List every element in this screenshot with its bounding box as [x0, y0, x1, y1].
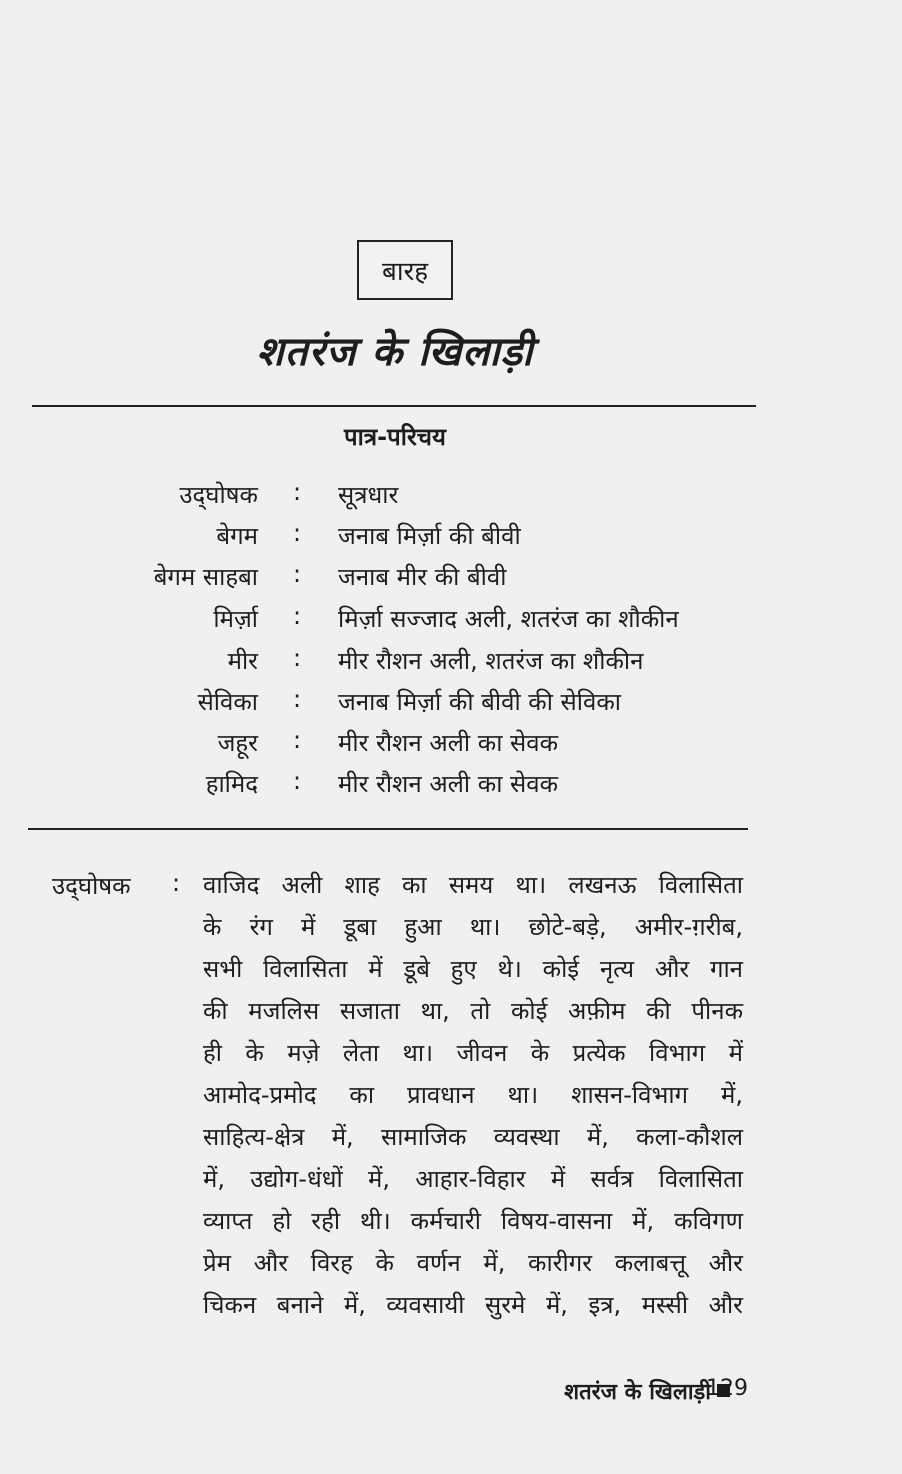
- cast-row: [0, 560, 902, 600]
- speech-line: की मजलिस सजाता था, तो कोई अफ़ीम की पीनक: [203, 997, 743, 1025]
- cast-separator: :: [293, 560, 302, 588]
- cast-separator: :: [293, 519, 302, 547]
- speech-line: साहित्य-क्षेत्र में, सामाजिक व्यवस्था में, कला-कौशल: [203, 1123, 743, 1151]
- cast-description: मिर्ज़ा सज्जाद अली, शतरंज का शौकीन: [338, 605, 679, 633]
- cast-description: सूत्रधार: [338, 481, 399, 509]
- cast-description: मीर रौशन अली का सेवक: [338, 729, 559, 757]
- speech-line: व्याप्त हो रही थी। कर्मचारी विषय-वासना में, कविगण: [203, 1207, 743, 1235]
- speech-line: के रंग में डूबा हुआ था। छोटे-बड़े, अमीर-ग़रीब,: [203, 913, 743, 941]
- speaker-name: उद्‌घोषक: [52, 872, 131, 900]
- cast-role: हामिद: [205, 770, 258, 798]
- cast-description: मीर रौशन अली, शतरंज का शौकीन: [338, 647, 644, 675]
- chapter-number-box: [357, 240, 453, 300]
- speech-line: चिकन बनाने में, व्यवसायी सुरमे में, इत्र, मस्सी और: [203, 1291, 743, 1319]
- cast-role: मिर्ज़ा: [213, 605, 258, 633]
- cast-role: उद्‌घोषक: [179, 481, 258, 509]
- cast-row: [0, 685, 902, 725]
- running-title: शतरंज के खिलाड़ी: [564, 1380, 711, 1405]
- bottom-divider: [28, 828, 748, 830]
- cast-heading: पात्र-परिचय: [344, 423, 446, 451]
- speech-line: ही के मज़े लेता था। जीवन के प्रत्येक विभाग में: [203, 1039, 743, 1067]
- cast-role: बेगम: [216, 522, 258, 550]
- cast-separator: :: [293, 644, 302, 672]
- cast-row: [0, 726, 902, 766]
- cast-separator: :: [293, 685, 302, 713]
- cast-description: मीर रौशन अली का सेवक: [338, 770, 559, 798]
- speech-line: प्रेम और विरह के वर्णन में, कारीगर कलाबत्तू और: [203, 1249, 743, 1277]
- speech-line: वाजिद अली शाह का समय था। लखनऊ विलासिता: [203, 871, 743, 899]
- speech-line: आमोद-प्रमोद का प्रावधान था। शासन-विभाग में,: [203, 1081, 743, 1109]
- cast-row: [0, 644, 902, 684]
- cast-role: जहूर: [217, 729, 258, 757]
- cast-separator: :: [293, 478, 302, 506]
- cast-separator: :: [293, 602, 302, 630]
- cast-separator: :: [293, 726, 302, 754]
- speech-line: में, उद्योग-धंधों में, आहार-विहार में सर्वत्र विलासिता: [203, 1165, 743, 1193]
- cast-separator: :: [293, 767, 302, 795]
- cast-role: मीर: [227, 647, 258, 675]
- cast-description: जनाब मीर की बीवी: [338, 563, 507, 591]
- cast-row: [0, 602, 902, 642]
- speaker-separator: :: [172, 869, 181, 897]
- cast-description: जनाब मिर्ज़ा की बीवी की सेविका: [338, 688, 621, 716]
- cast-role: सेविका: [197, 688, 258, 716]
- cast-description: जनाब मिर्ज़ा की बीवी: [338, 522, 521, 550]
- speech-text: [203, 869, 743, 1331]
- chapter-number: बारह: [381, 257, 429, 287]
- cast-row: [0, 519, 902, 559]
- speech-line: सभी विलासिता में डूबे हुए थे। कोई नृत्य और गान: [203, 955, 743, 983]
- cast-row: [0, 478, 902, 518]
- page-number: 129: [706, 1376, 748, 1401]
- cast-role: बेगम साहबा: [153, 563, 258, 591]
- top-divider: [32, 405, 756, 407]
- chapter-title: शतरंज के खिलाड़ी: [256, 328, 534, 375]
- cast-row: [0, 767, 902, 807]
